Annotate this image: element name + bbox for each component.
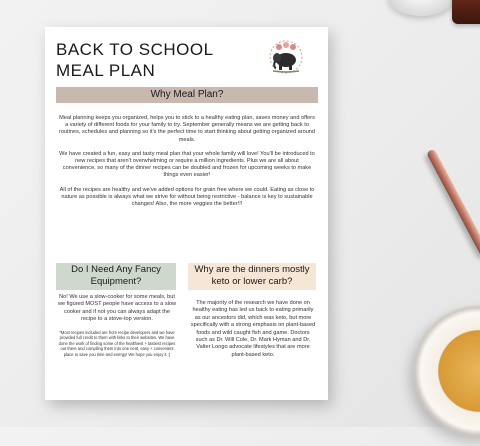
coaster: [388, 0, 454, 16]
keto-heading: Why are the dinners mostly keto or lower carb?: [188, 263, 316, 290]
why-meal-plan-heading: Why Meal Plan?: [56, 87, 318, 103]
page-title: [56, 39, 246, 81]
title-line-2: MEAL PLAN: [56, 61, 156, 80]
why-meal-plan-body: [58, 115, 316, 215]
elephant-logo-icon: [267, 39, 305, 75]
equipment-body: No! We use a slow-cooker for some meals, but we figured MOST people have access to a slow cooker and if not you can always adapt the recipe to a stove-top version.: [57, 294, 177, 323]
pen: [426, 148, 480, 256]
coffee-cup: [404, 296, 480, 446]
paragraph: All of the recipes are healthy and we've added options for grain free where we could. Eating as close to nature as possible is always what we strive for without being restrictive - balance is key to sustainable changes! Also, the more veggies the better!!!: [59, 186, 315, 208]
equipment-heading: Do I Need Any Fancy Equipment?: [56, 263, 176, 290]
meal-plan-page: [45, 27, 328, 400]
title-line-1: BACK TO SCHOOL: [56, 40, 214, 59]
equipment-section: [56, 294, 178, 358]
keto-body: The majority of the research we have done on healthy eating has led us back to eating primarily as our ancestors did, which was keto, but more specifically with a strong emphasis on plant-based foods and wild caught fish and game. Doctors such as Dr. Will Cole, Dr. Mark Hyman and Dr. Valter Longo advocate lifestyles that are more plant-based keto.: [190, 300, 316, 358]
recipe-credit-note: *Most recipes included are from recipe developers and we have provided full credit to them with links to their websites. We have done the work of finding some of the healthiest + tastiest recipes out there and compiling them into one neat, easy + convenient place to save you time and energy! We hope you enjoy it :): [58, 329, 176, 357]
paragraph: Meal planning keeps you organized, helps you to stick to a healthy eating plan, saves money and offers a variety of different foods for your family to try. September generally means we are getting back to routines, schedules and planning so it's the perfect time to start thinking about getting organized around meals.: [58, 115, 316, 143]
spice-jar: [452, 0, 480, 24]
paragraph: We have created a fun, easy and tasty meal plan that your whole family will love! You'll be introduced to new recipes that aren't overwhelming or require a million ingredients. Plus we are all about convenience, so many of the dinner recipes can be doubled and frozen for upcoming weeks to make things even easier!: [59, 150, 315, 179]
